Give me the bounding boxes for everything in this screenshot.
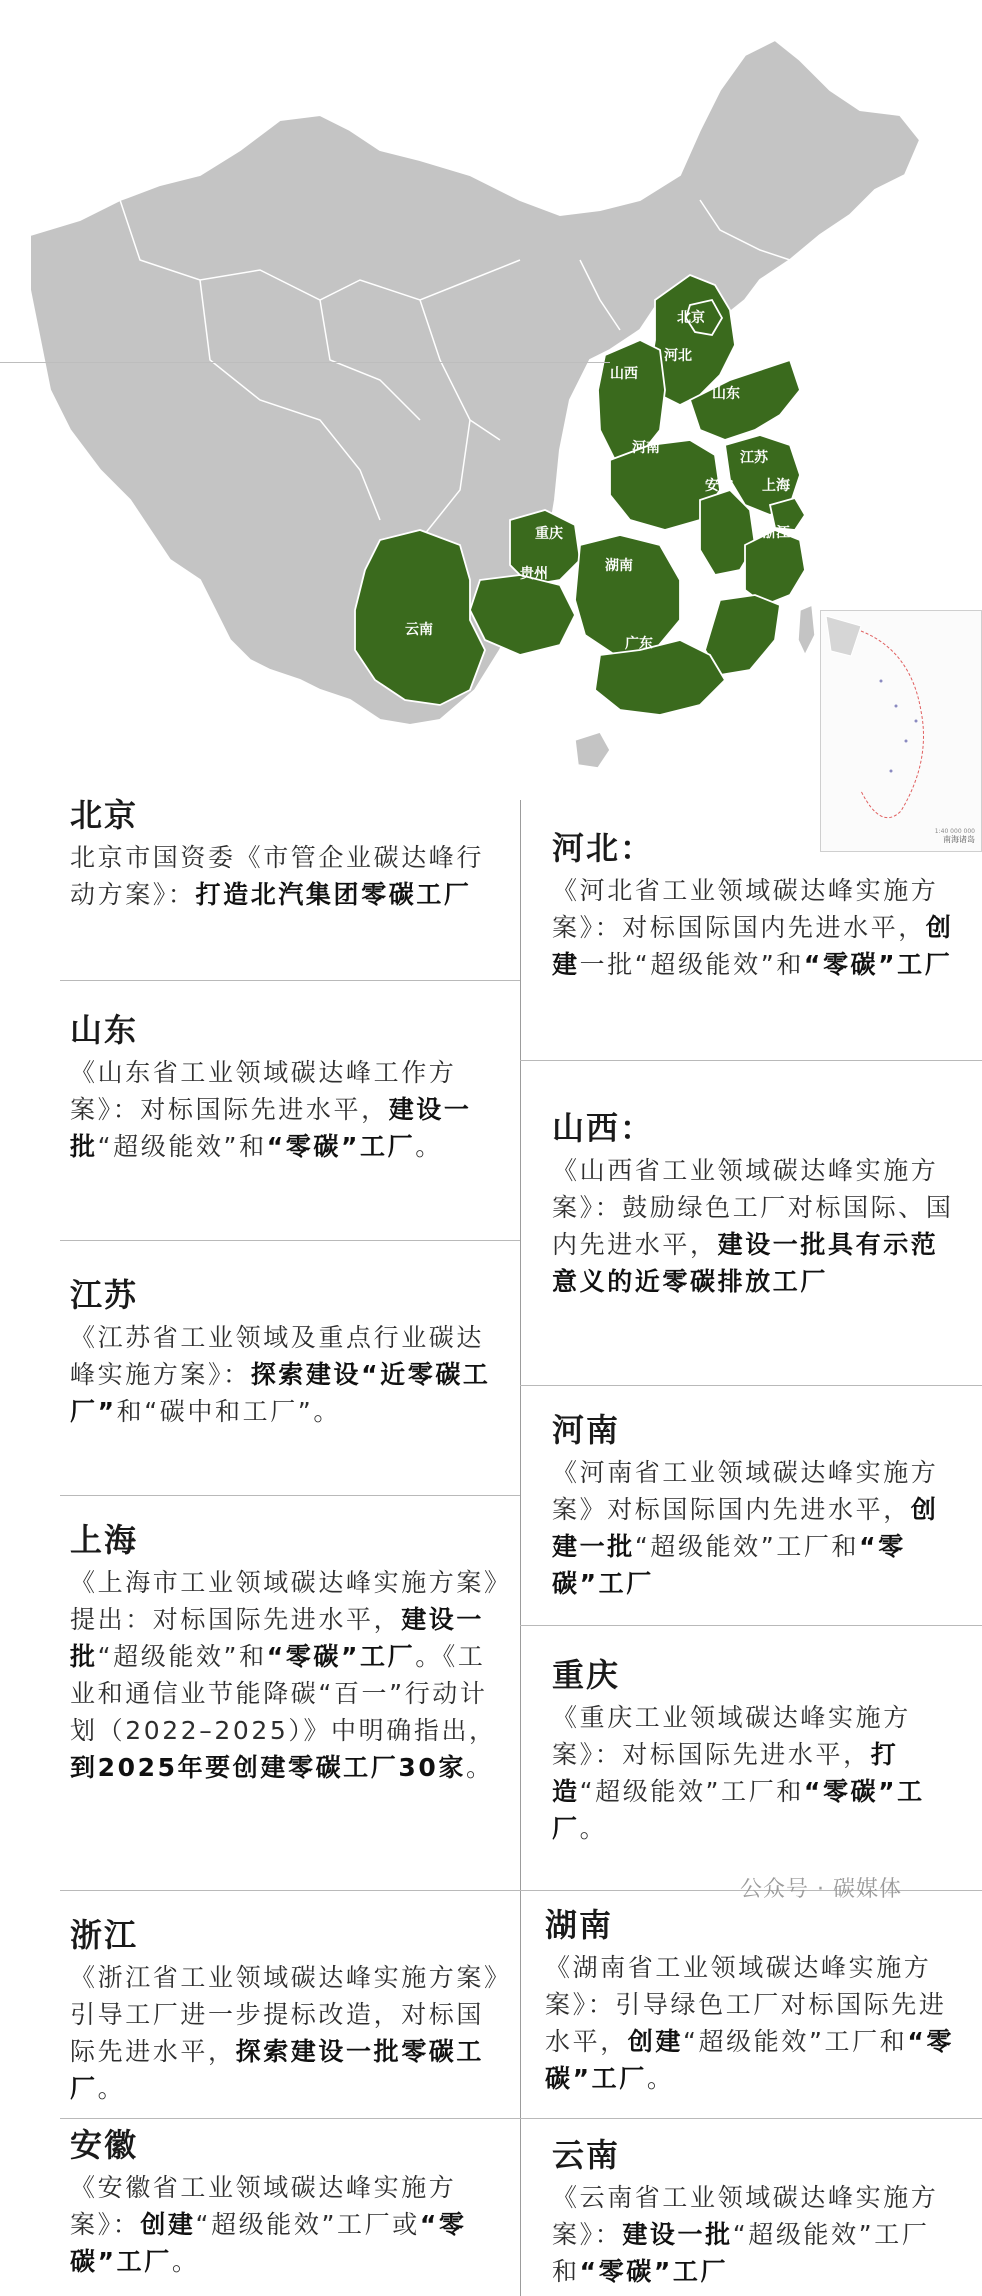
card-body <box>70 1959 502 2107</box>
body-bold: “零碳”工厂 <box>552 1777 925 1843</box>
inset-svg <box>821 611 981 851</box>
region-zhejiang <box>745 530 805 605</box>
label-jiangsu: 江苏 <box>740 450 768 466</box>
body-text: “超级能效”和 <box>97 1132 267 1161</box>
body-bold: 打造 <box>552 1740 899 1806</box>
body-text: 。 <box>415 1132 443 1161</box>
body-text: “超级能效”工厂和 <box>579 1777 804 1806</box>
body-bold: 建设一批具有示范意义的近零碳排放工厂 <box>552 1230 939 1296</box>
body-text: 《江苏省工业领域及重点行业碳达峰实施方案》： <box>70 1323 485 1389</box>
body-text: 和“碳中和工厂”。 <box>116 1397 341 1426</box>
body-text: 。《工业和通信业节能降碳“百一”行动计划（2022–2025）》中明确指出， <box>70 1642 497 1745</box>
body-text: “超级能效”和 <box>97 1642 267 1671</box>
card-body <box>552 1152 964 1300</box>
card-shandong <box>70 1010 502 1165</box>
card-henan <box>552 1410 964 1602</box>
body-bold: “零碳”工厂 <box>266 1132 416 1161</box>
body-text: 。 <box>646 2064 675 2093</box>
china-map <box>0 0 982 860</box>
body-bold: 创建 <box>140 2210 196 2239</box>
card-anhui <box>70 2125 502 2280</box>
card-body <box>70 1054 502 1165</box>
card-title: 上海 <box>70 1521 139 1559</box>
label-hebei: 河北 <box>664 348 692 364</box>
region-hainan <box>575 732 610 768</box>
body-text: “超级能效”工厂和 <box>634 1532 860 1561</box>
card-zhejiang <box>70 1915 502 2107</box>
body-text: 《山西省工业领域碳达峰实施方案》：鼓励绿色工厂对标国际、国内先进水平， <box>552 1156 954 1259</box>
body-text: “超级能效”工厂或 <box>195 2210 420 2239</box>
column-divider <box>520 800 521 2296</box>
body-bold: 创建 <box>552 913 954 979</box>
body-bold: “零碳”工厂 <box>579 2257 729 2286</box>
body-bold: 探索建设“近零碳工厂” <box>70 1360 491 1426</box>
body-bold: 到2025年要创建零碳工厂30家 <box>70 1753 466 1782</box>
label-yunnan: 云南 <box>405 622 433 638</box>
body-bold: “零碳”工厂 <box>70 2210 467 2276</box>
divider-right-2 <box>520 1385 982 1386</box>
body-bold: “零碳”工厂 <box>545 2027 954 2093</box>
card-hebei <box>552 828 964 983</box>
body-bold: “零碳”工厂 <box>266 1642 416 1671</box>
card-chongqing <box>552 1655 964 1847</box>
body-text: 《河南省工业领域碳达峰实施方案》对标国际国内先进水平， <box>552 1458 939 1524</box>
body-text: 一批“超级能效”和 <box>579 950 804 979</box>
body-text: 《河北省工业领域碳达峰实施方案》：对标国际国内先进水平， <box>552 876 939 942</box>
card-body <box>545 1949 970 2097</box>
region-taiwan <box>798 605 815 655</box>
body-bold: 打造北汽集团零碳工厂 <box>195 880 472 909</box>
label-beijing: 北京 <box>677 310 705 326</box>
inset-legend: 南海诸岛 <box>943 835 975 844</box>
body-text: “超级能效”工厂和 <box>552 2220 930 2286</box>
card-body <box>552 2179 964 2290</box>
body-bold: 建设一批 <box>70 1095 472 1161</box>
card-title: 云南 <box>552 2136 621 2174</box>
card-body <box>552 1454 964 1602</box>
body-bold: “零碳”工厂 <box>803 950 953 979</box>
body-text: 。 <box>171 2247 200 2276</box>
label-shanghai: 上海 <box>762 478 790 494</box>
body-text: 。 <box>465 1753 494 1782</box>
label-guangdong: 广东 <box>625 636 653 652</box>
body-bold: “零碳”工厂 <box>552 1532 906 1598</box>
card-title: 安徽 <box>70 2126 139 2164</box>
label-anhui: 安徽 <box>705 478 733 494</box>
body-bold: 创建 <box>627 2027 684 2056</box>
divider-left-3 <box>60 1495 520 1496</box>
divider-left-2 <box>60 1240 520 1241</box>
card-body <box>70 1319 502 1430</box>
card-title: 山西： <box>552 1109 655 1147</box>
card-hunan <box>545 1905 970 2097</box>
horizontal-guide-line <box>0 362 610 363</box>
body-text: 《重庆工业领域碳达峰实施方案》：对标国际先进水平， <box>552 1703 911 1769</box>
label-shanxi: 山西 <box>610 366 638 382</box>
region-fujian <box>705 595 780 675</box>
label-guizhou: 贵州 <box>520 566 548 582</box>
body-text: 《山东省工业领域碳达峰工作方案》：对标国际先进水平， <box>70 1058 457 1124</box>
body-text: 。 <box>97 2074 126 2103</box>
card-shanxi <box>552 1108 964 1300</box>
divider-left-1 <box>60 980 520 981</box>
body-text: 《湖南省工业领域碳达峰实施方案》：引导绿色工厂对标国际先进水平， <box>545 1953 947 2056</box>
card-body <box>552 872 964 983</box>
divider-right-1 <box>520 1060 982 1061</box>
card-title: 河南 <box>552 1411 621 1449</box>
south-china-sea-inset <box>820 610 982 852</box>
card-body <box>70 2169 502 2280</box>
body-bold: 创建一批 <box>552 1495 939 1561</box>
card-beijing <box>70 795 502 913</box>
card-title: 北京 <box>70 796 139 834</box>
divider-left-4 <box>60 1890 520 1891</box>
card-shanghai <box>70 1520 502 1786</box>
body-text: 《上海市工业领域碳达峰实施方案》提出：对标国际先进水平， <box>70 1568 500 1634</box>
label-fujian: 福建 <box>712 584 740 600</box>
body-bold: 建设一批 <box>70 1605 485 1671</box>
card-title: 重庆 <box>552 1656 621 1694</box>
inset-scale: 1:40 000 000 <box>934 828 975 835</box>
body-text: “超级能效”工厂和 <box>683 2027 908 2056</box>
body-bold: 探索建设一批零碳工厂 <box>70 2037 485 2103</box>
label-chongqing: 重庆 <box>535 526 563 542</box>
divider-left-5 <box>60 2118 520 2119</box>
watermark: 公众号 · 碳媒体 <box>740 1877 902 1902</box>
body-text: 《浙江省工业领域碳达峰实施方案》引导工厂进一步提标改造，对标国际先进水平， <box>70 1963 500 2066</box>
label-zhejiang: 浙江 <box>762 525 790 541</box>
divider-right-3 <box>520 1625 982 1626</box>
label-shandong: 山东 <box>712 386 740 402</box>
body-text: 。 <box>579 1814 608 1843</box>
card-title: 江苏 <box>70 1276 139 1314</box>
card-title: 河北： <box>552 829 655 867</box>
card-title: 湖南 <box>545 1906 614 1944</box>
body-text: 《安徽省工业领域碳达峰实施方案》： <box>70 2173 457 2239</box>
label-hunan: 湖南 <box>605 558 633 574</box>
body-text: 北京市国资委《市管企业碳达峰行动方案》： <box>70 843 485 909</box>
card-title: 浙江 <box>70 1916 139 1954</box>
label-henan: 河南 <box>632 440 660 456</box>
card-body <box>70 839 502 913</box>
card-title: 山东 <box>70 1011 139 1049</box>
card-yunnan <box>552 2135 964 2290</box>
card-body <box>70 1564 502 1786</box>
card-body <box>552 1699 964 1847</box>
card-jiangsu <box>70 1275 502 1430</box>
body-text: 《云南省工业领域碳达峰实施方案》： <box>552 2183 939 2249</box>
body-bold: 建设一批 <box>622 2220 733 2249</box>
divider-right-5 <box>520 2118 982 2119</box>
